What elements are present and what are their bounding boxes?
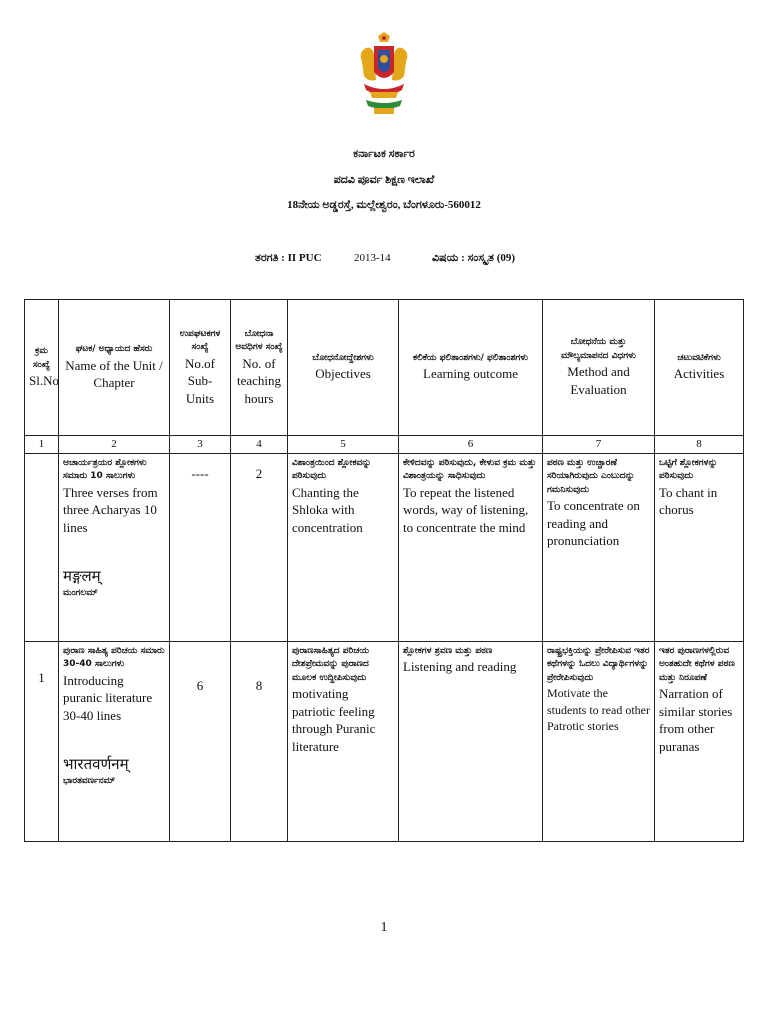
cell-learning-outcome: ಶ್ಲೋಕಗಳ ಶ್ರವಣ ಮತ್ತು ಪಠಣ Listening and reading bbox=[399, 641, 543, 841]
cell-unit-name: ಆಚಾರ್ಯತ್ರಯರ ಶ್ಲೋಕಗಳು ಸಮಾರು 10 ಸಾಲುಗಳು Three verses from three Acharyas 10 lines मङ्गलम् ಮಂಗಲಮ್ bbox=[59, 453, 170, 641]
page-number: 1 bbox=[380, 920, 388, 935]
column-number: 4 bbox=[231, 436, 288, 454]
cell-teaching-hours: 2 bbox=[231, 453, 288, 641]
header-unit-name: ಘಟಕ/ ಅಧ್ಯಾಯದ ಹೆಸರು Name of the Unit / Chapter bbox=[59, 300, 170, 436]
karnataka-state-emblem-icon bbox=[356, 32, 412, 118]
academic-year: 2013-14 bbox=[354, 252, 391, 264]
cell-teaching-hours: 8 bbox=[231, 641, 288, 841]
cell-sub-units: 6 bbox=[170, 641, 231, 841]
column-number: 3 bbox=[170, 436, 231, 454]
header-method-evaluation: ಬೋಧನೆಯ ಮತ್ತು ಮೌಲ್ಯಮಾಪನದ ವಿಧಗಳು Method and Evaluation bbox=[543, 300, 655, 436]
header-sub-units: ಉಪಘಟಕಗಳ ಸಂಖ್ಯೆ No.of Sub-Units bbox=[170, 300, 231, 436]
cell-learning-outcome: ಕೇಳಿದವನ್ನು ಪಠಿಸುವುದು, ಕೇಳುವ ಕ್ರಮ ಮತ್ತು ವಿಶಾಂತ್ರಯನ್ನು ಸಾಧಿಸುವುದು To repeat the listened words, way of listening, to concentrate the mind bbox=[399, 453, 543, 641]
table-header-row bbox=[25, 300, 744, 436]
column-number: 7 bbox=[543, 436, 655, 454]
header-objectives: ಬೋಧನೋದ್ದೇಶಗಳು Objectives bbox=[288, 300, 399, 436]
column-number-row bbox=[25, 436, 744, 454]
table-row bbox=[25, 641, 744, 841]
column-number: 2 bbox=[59, 436, 170, 454]
department-address: 18ನೇಯ ಅಡ್ಡರಸ್ತೆ, ಮಲ್ಲೇಶ್ವರಂ, ಬೆಂಗಳೂರು-560012 bbox=[287, 199, 481, 211]
cell-sl-no: 1 bbox=[25, 641, 59, 841]
cell-activities: ಒಟ್ಟಿಗೆ ಶ್ಲೋಕಗಳನ್ನು ಪಠಿಸುವುದು To chant in chorus bbox=[655, 453, 744, 641]
header-teaching-hours: ಬೋಧನಾ ಅವಧಿಗಳ ಸಂಖ್ಯೆ No. of teaching hours bbox=[231, 300, 288, 436]
header-sl-no: ಕ್ರಮ ಸಂಖ್ಯೆ Sl.No bbox=[25, 300, 59, 436]
cell-sub-units: ---- bbox=[170, 453, 231, 641]
table-row bbox=[25, 453, 744, 641]
government-name: ಕರ್ನಾಟಕ ಸರ್ಕಾರ bbox=[353, 148, 415, 160]
header-learning-outcome: ಕಲಿಕೆಯ ಫಲಿತಾಂಶಗಳು/ ಫಲಿತಾಂಶಗಳು Learning outcome bbox=[399, 300, 543, 436]
cell-unit-name: ಪುರಾಣ ಸಾಹಿತ್ಯ ಪರಿಚಯ ಸಮಾರು 30-40 ಸಾಲುಗಳು Introducing puranic literature 30-40 lines भारतवर्णनम् ಭಾರತವರ್ಣನಮ್ bbox=[59, 641, 170, 841]
cell-sl-no bbox=[25, 453, 59, 641]
column-number: 1 bbox=[25, 436, 59, 454]
cell-method-evaluation: ಪಠಣ ಮತ್ತು ಉಚ್ಚಾರಣೆ ಸರಿಯಾಗಿರುವುದು ಎಂಬುದನ್ನು ಗಮನಿಸುವುದು To concentrate on reading and pronunciation bbox=[543, 453, 655, 641]
column-number: 6 bbox=[399, 436, 543, 454]
header-activities: ಚಟುವಟಿಕೆಗಳು Activities bbox=[655, 300, 744, 436]
cell-objectives: ಪುರಾಣಸಾಹಿತ್ಯದ ಪರಿಚಯ ದೇಶಪ್ರೇಮವನ್ನು ಪುರಾಣದ ಮೂಲಕ ಉದ್ದೀಪಿಸುವುದು motivating patriotic feeling through Puranic literature bbox=[288, 641, 399, 841]
department-name: ಪದವಿ ಪೂರ್ವ ಶಿಕ್ಷಣ ಇಲಾಖೆ bbox=[333, 174, 435, 186]
syllabus-table bbox=[24, 299, 744, 842]
cell-method-evaluation: ರಾಷ್ಟ್ರಭಕ್ತಿಯನ್ನು ಪ್ರೇರೇಪಿಸುವ ಇತರ ಕಥೆಗಳನ್ನು ಓದಲು ವಿದ್ಯಾರ್ಥಿಗಳನ್ನು ಪ್ರೇರೇಪಿಸುವುದು Motivate the students to read other Patrotic stories bbox=[543, 641, 655, 841]
cell-activities: ಇತರ ಪುರಾಣಗಳಲ್ಲಿರುವ ಅಂತಹುದೇ ಕಥೆಗಳ ಪಠಣ ಮತ್ತು ನಿರೂಪಣೆ Narration of similar stories from other puranas bbox=[655, 641, 744, 841]
column-number: 8 bbox=[655, 436, 744, 454]
class-label: ತರಗತಿ : II PUC bbox=[255, 252, 322, 264]
subject-label: ವಿಷಯ : ಸಂಸ್ಕೃತ (09) bbox=[432, 252, 516, 264]
column-number: 5 bbox=[288, 436, 399, 454]
cell-objectives: ವಿಶಾಂತ್ರಯಿಂದ ಶ್ಲೋಕವನ್ನು ಪಠಿಸುವುದು Chanting the Shloka with concentration bbox=[288, 453, 399, 641]
